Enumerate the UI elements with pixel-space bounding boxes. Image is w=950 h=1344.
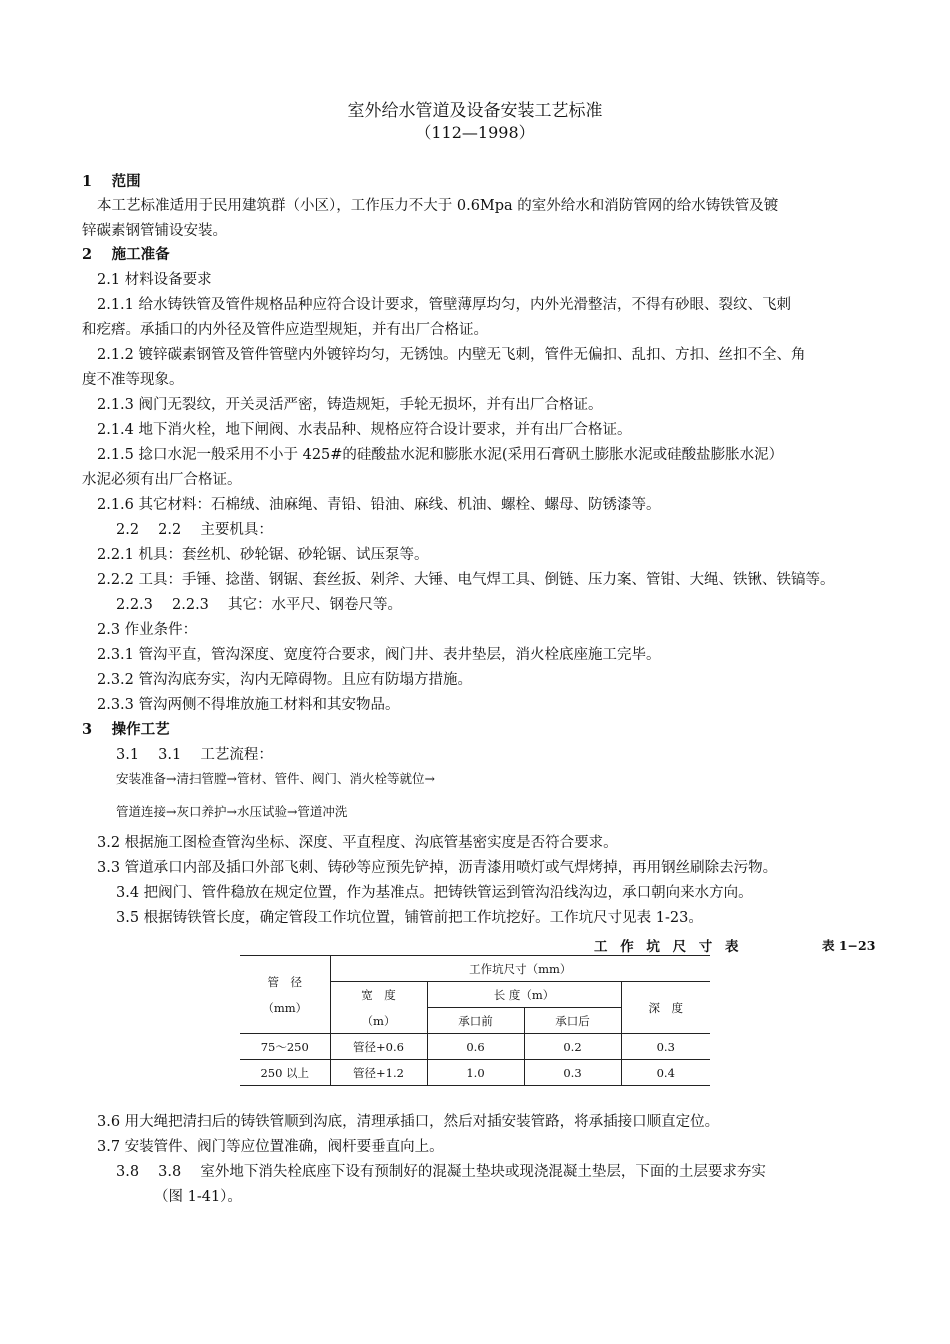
clause-2-1-3: 2.1.3 阀门无裂纹，开关灵活严密，铸造规矩，手轮无损坏，并有出厂合格证。 [97,397,603,413]
clause-2-1-5-b: 水泥必须有出厂合格证。 [82,472,242,488]
cell-back: 0.2 [524,1034,621,1060]
paragraph-scope-1: 本工艺标准适用于民用建筑群（小区），工作压力不大于 0.6Mpa 的室外给水和消防管网的给水铸铁管及镀 [97,198,779,214]
header-pit-size: 工作坑尺寸（mm） [330,956,710,982]
clause-2-2-3: 2.2.3 2.2.3 其它：水平尺、钢卷尺等。 [116,597,403,613]
header-width: 宽 度 （m） [330,982,427,1034]
cell-width: 管径+0.6 [330,1034,427,1060]
section-3-heading: 3 操作工艺 [82,721,170,738]
document-title: 室外给水管道及设备安装工艺标准 [347,101,603,121]
header-depth: 深 度 [621,982,710,1034]
clause-2-3-1: 2.3.1 管沟平直，管沟深度、宽度符合要求，阀门井、表井垫层，消火栓底座施工完毕。 [97,647,661,663]
clause-2-2-1: 2.2.1 机具：套丝机、砂轮锯、砂轮锯、试压泵等。 [97,547,429,563]
clause-2-1-2-b: 度不准等现象。 [82,372,184,388]
section-1-heading: 1 范围 [82,173,141,190]
cell-pipe: 75～250 [240,1034,330,1060]
clause-2-1-5-a: 2.1.5 捻口水泥一般采用不小于 425#的硅酸盐水泥和膨胀水泥(采用石膏矾土膨胀水泥或硅酸盐膨胀水泥） [97,447,784,463]
clause-3-5: 3.5 根据铸铁管长度，确定管段工作坑位置，铺管前把工作坑挖好。工作坑尺寸见表 1-23。 [116,910,703,926]
header-length: 长 度（m） [427,982,621,1008]
clause-2-3-3: 2.3.3 管沟两侧不得堆放施工材料和其安物品。 [97,697,400,713]
work-pit-size-table [240,955,710,1086]
clause-2-3-2: 2.3.2 管沟沟底夯实，沟内无障碍物。且应有防塌方措施。 [97,672,473,688]
clause-2-1-4: 2.1.4 地下消火栓，地下闸阀、水表品种、规格应符合设计要求，并有出厂合格证。 [97,422,632,438]
header-socket-back: 承口后 [524,1008,621,1034]
section-2-heading: 2 施工准备 [82,246,170,263]
clause-3-1: 3.1 3.1 工艺流程： [116,747,273,763]
cell-depth: 0.4 [621,1060,710,1086]
clause-3-8-a: 3.8 3.8 室外地下消失栓底座下设有预制好的混凝土垫块或现浇混凝土垫层，下面的土层要求夯实 [116,1164,766,1180]
clause-2-1: 2.1 材料设备要求 [97,272,212,288]
header-pipe-diameter: 管 径 （mm） [240,956,330,1034]
clause-2-1-2-a: 2.1.2 镀锌碳素钢管及管件管壁内外镀锌均匀，无锈蚀。内壁无飞刺，管件无偏扣、乱扣、方扣、丝扣不全、角 [97,347,806,363]
clause-2-2-2: 2.2.2 工具：手锤、捻凿、钢锯、套丝扳、剁斧、大锤、电气焊工具、倒链、压力案、管钳、大绳、铁锹、铁镐等。 [97,572,835,588]
cell-front: 0.6 [427,1034,524,1060]
process-flow-1: 安装准备→清扫管膛→管材、管件、阀门、消火栓等就位→ [116,771,435,786]
table-caption: 工 作 坑 尺 寸 表 [594,939,743,955]
table-row [240,1060,710,1086]
clause-2-3: 2.3 作业条件： [97,622,198,638]
cell-depth: 0.3 [621,1034,710,1060]
clause-3-7: 3.7 安装管件、阀门等应位置准确，阀杆要垂直向上。 [97,1139,444,1155]
clause-3-2: 3.2 根据施工图检查管沟坐标、深度、平直程度、沟底管基密实度是否符合要求。 [97,835,618,851]
clause-2-1-6: 2.1.6 其它材料：石棉绒、油麻绳、青铅、铅油、麻线、机油、螺栓、螺母、防锈漆等。 [97,497,661,513]
table-number: 表 1−23 [822,938,876,953]
clause-2-1-1-a: 2.1.1 给水铸铁管及管件规格品种应符合设计要求，管壁薄厚均匀，内外光滑整洁，不得有砂眼、裂纹、飞刺 [97,297,791,313]
header-socket-front: 承口前 [427,1008,524,1034]
process-flow-2: 管道连接→灰口养护→水压试验→管道冲洗 [116,804,348,819]
clause-2-2: 2.2 2.2 主要机具： [116,522,273,538]
cell-front: 1.0 [427,1060,524,1086]
cell-pipe: 250 以上 [240,1060,330,1086]
document-code: （112—1998） [415,123,535,142]
paragraph-scope-2: 锌碳素钢管铺设安装。 [82,223,227,239]
cell-back: 0.3 [524,1060,621,1086]
clause-3-6: 3.6 用大绳把清扫后的铸铁管顺到沟底，清理承插口，然后对插安装管路，将承插接口顺直定位。 [97,1114,720,1130]
clause-3-3: 3.3 管道承口内部及插口外部飞刺、铸砂等应预先铲掉，沥青漆用喷灯或气焊烤掉，再用钢丝刷除去污物。 [97,860,778,876]
clause-3-8-b: （图 1-41）。 [154,1189,242,1205]
cell-width: 管径+1.2 [330,1060,427,1086]
table-row [240,1034,710,1060]
clause-3-4: 3.4 把阀门、管件稳放在规定位置，作为基准点。把铸铁管运到管沟沿线沟边，承口朝向来水方向。 [116,885,753,901]
clause-2-1-1-b: 和疙瘩。承插口的内外径及管件应造型规矩，并有出厂合格证。 [82,322,488,338]
